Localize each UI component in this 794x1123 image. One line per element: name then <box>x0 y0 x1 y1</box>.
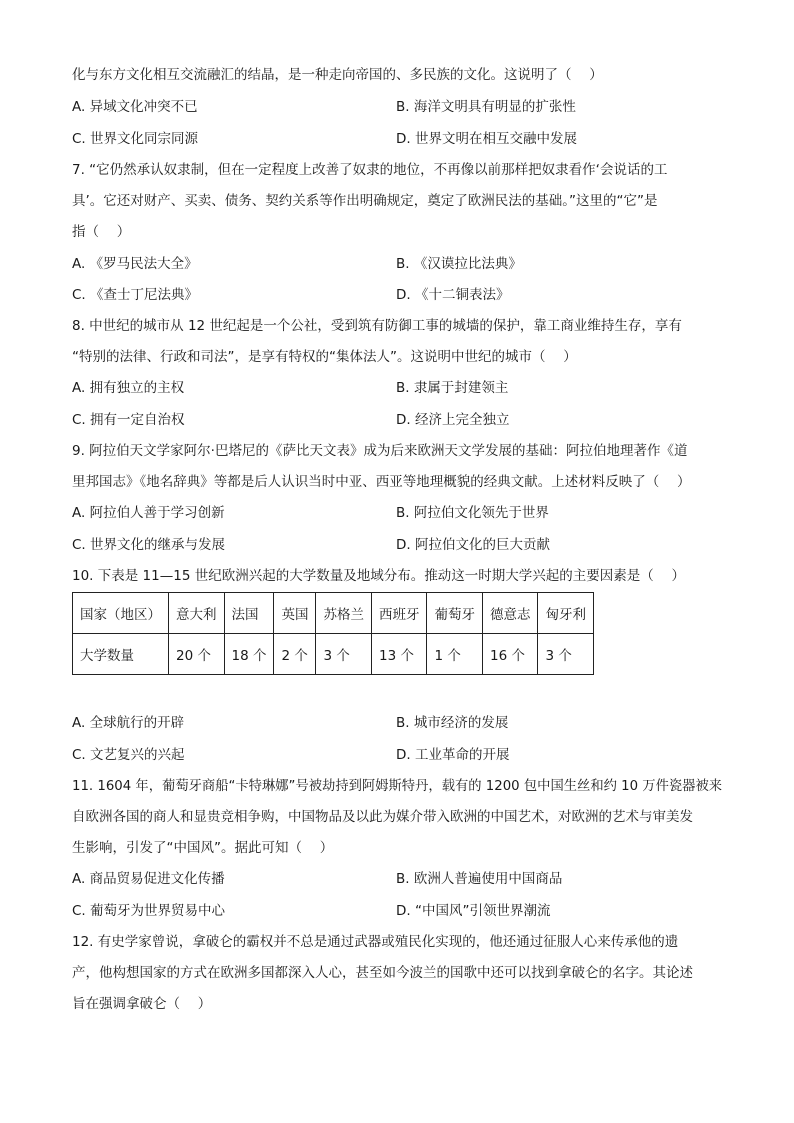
q9-option-b[interactable]: B. 阿拉伯文化领先于世界 <box>396 505 549 521</box>
table-header-cell: 苏格兰 <box>316 593 372 634</box>
table-cell: 13 个 <box>371 634 427 675</box>
table-cell: 16 个 <box>482 634 538 675</box>
table-header-cell: 意大利 <box>169 593 225 634</box>
table-cell: 2 个 <box>274 634 316 675</box>
q7-stem-line-2: 具’。它还对财产、买卖、债务、契约关系等作出明确规定，奠定了欧洲民法的基础。”这里的“它”是 <box>72 193 658 209</box>
q11-option-b[interactable]: B. 欧洲人普遍使用中国商品 <box>396 871 563 887</box>
q8-option-c[interactable]: C. 拥有一定自治权 <box>72 412 185 428</box>
q10-option-d[interactable]: D. 工业革命的开展 <box>396 747 510 763</box>
q7-stem-line-3: 指（ ） <box>72 224 131 240</box>
table-header-cell: 德意志 <box>482 593 538 634</box>
table-header-cell: 国家（地区） <box>73 593 169 634</box>
q9-option-a[interactable]: A. 阿拉伯人善于学习创新 <box>72 505 225 521</box>
q8-option-b[interactable]: B. 隶属于封建领主 <box>396 380 509 396</box>
table-header-cell: 英国 <box>274 593 316 634</box>
q12-stem-line-1: 12. 有史学家曾说，拿破仑的霸权并不总是通过武器或殖民化实现的，他还通过征服人心来传承他的遗 <box>72 934 679 950</box>
q11-option-d[interactable]: D. “中国风”引领世界潮流 <box>396 903 551 919</box>
table-header-cell: 葡萄牙 <box>427 593 483 634</box>
table-cell: 18 个 <box>224 634 274 675</box>
q11-stem-line-1: 11. 1604 年，葡萄牙商船“卡特琳娜”号被劫持到阿姆斯特丹，载有的 1200 包中国生丝和约 10 万件瓷器被来 <box>72 778 723 794</box>
q8-option-a[interactable]: A. 拥有独立的主权 <box>72 380 185 396</box>
table-header-row <box>73 593 594 634</box>
q10-stem-line-1: 10. 下表是 11—15 世纪欧洲兴起的大学数量及地域分布。推动这一时期大学兴起的主要因素是（ ） <box>72 568 685 584</box>
table-cell: 3 个 <box>316 634 372 675</box>
table-header-cell: 匈牙利 <box>538 593 594 634</box>
table-cell: 1 个 <box>427 634 483 675</box>
q7-option-d[interactable]: D. 《十二铜表法》 <box>396 287 510 303</box>
table-cell: 20 个 <box>169 634 225 675</box>
q10-option-a[interactable]: A. 全球航行的开辟 <box>72 715 185 731</box>
q6-option-d[interactable]: D. 世界文明在相互交融中发展 <box>396 131 577 147</box>
table-cell: 大学数量 <box>73 634 169 675</box>
q11-option-a[interactable]: A. 商品贸易促进文化传播 <box>72 871 225 887</box>
q7-option-a[interactable]: A. 《罗马民法大全》 <box>72 256 198 272</box>
q7-stem-line-1: 7. “它仍然承认奴隶制，但在一定程度上改善了奴隶的地位，不再像以前那样把奴隶看作‘会说话的工 <box>72 162 668 178</box>
table-header-cell: 西班牙 <box>371 593 427 634</box>
table-row <box>73 634 594 675</box>
q6-option-c[interactable]: C. 世界文化同宗同源 <box>72 131 199 147</box>
q11-stem-line-3: 生影响，引发了“中国风”。据此可知（ ） <box>72 840 334 856</box>
q9-stem-line-2: 里邦国志》《地名辞典》等都是后人认识当时中亚、西亚等地理概貌的经典文献。上述材料反映了（ ） <box>72 474 691 490</box>
q6-option-b[interactable]: B. 海洋文明具有明显的扩张性 <box>396 99 576 115</box>
q11-option-c[interactable]: C. 葡萄牙为世界贸易中心 <box>72 903 226 919</box>
table-cell: 3 个 <box>538 634 594 675</box>
q7-option-b[interactable]: B. 《汉谟拉比法典》 <box>396 256 522 272</box>
q11-stem-line-2: 自欧洲各国的商人和显贵竞相争购，中国物品及以此为媒介带入欧洲的中国艺术，对欧洲的艺术与审美发 <box>72 809 693 825</box>
table-header-cell: 法国 <box>224 593 274 634</box>
q8-option-d[interactable]: D. 经济上完全独立 <box>396 412 510 428</box>
q10-option-b[interactable]: B. 城市经济的发展 <box>396 715 509 731</box>
university-table <box>72 592 594 675</box>
q10-option-c[interactable]: C. 文艺复兴的兴起 <box>72 747 185 763</box>
q12-stem-line-3: 旨在强调拿破仑（ ） <box>72 996 212 1012</box>
q6-option-a[interactable]: A. 异域文化冲突不已 <box>72 99 198 115</box>
q6-stem-tail: 化与东方文化相互交流融汇的结晶，是一种走向帝国的、多民族的文化。这说明了（ ） <box>72 67 603 83</box>
q9-option-c[interactable]: C. 世界文化的继承与发展 <box>72 537 226 553</box>
q8-stem-line-1: 8. 中世纪的城市从 12 世纪起是一个公社，受到筑有防御工事的城墙的保护，靠工商业维持生存，享有 <box>72 318 682 334</box>
q7-option-c[interactable]: C. 《查士丁尼法典》 <box>72 287 199 303</box>
q8-stem-line-2: “特别的法律、行政和司法”，是享有特权的“集体法人”。这说明中世纪的城市（ ） <box>72 349 577 365</box>
q9-stem-line-1: 9. 阿拉伯天文学家阿尔·巴塔尼的《萨比天文表》成为后来欧洲天文学发展的基础：阿拉伯地理著作《道 <box>72 443 688 459</box>
q12-stem-line-2: 产，他构想国家的方式在欧洲多国都深入人心，甚至如今波兰的国歌中还可以找到拿破仑的名字。其论述 <box>72 965 693 981</box>
q9-option-d[interactable]: D. 阿拉伯文化的巨大贡献 <box>396 537 550 553</box>
